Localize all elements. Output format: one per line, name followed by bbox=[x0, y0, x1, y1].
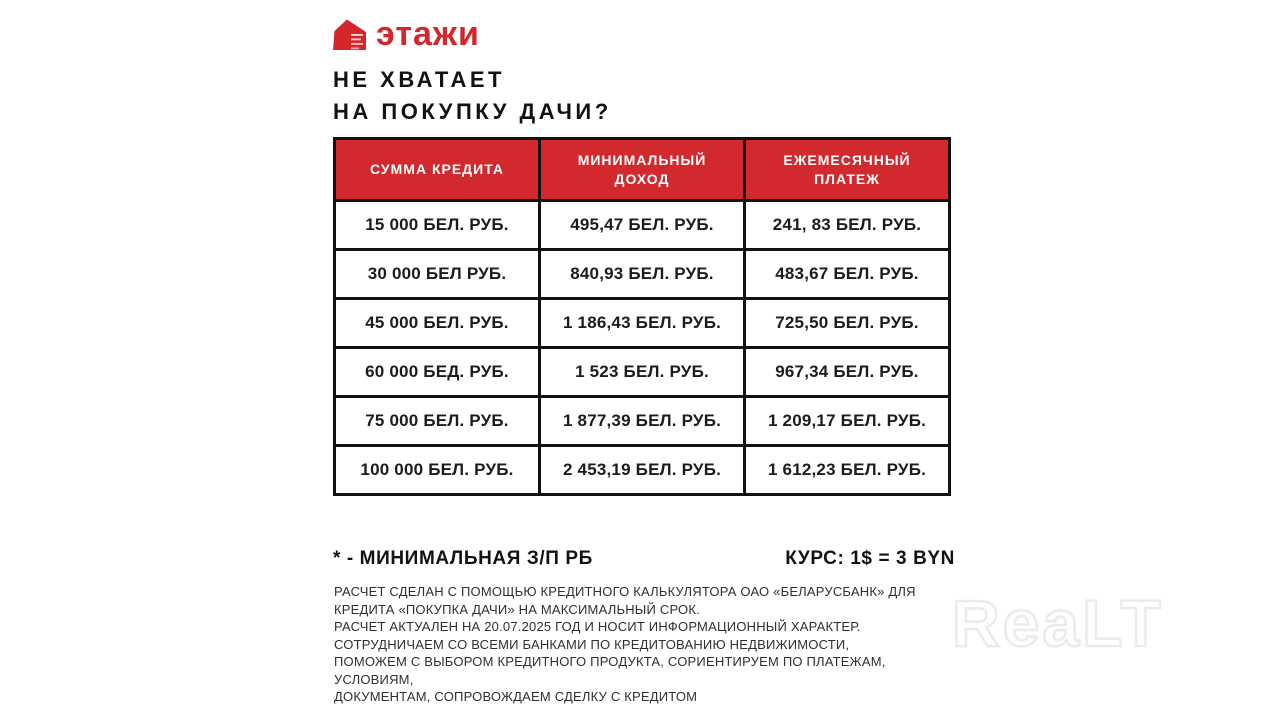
table-cell: 1 612,23 БЕЛ. РУБ. bbox=[745, 446, 950, 495]
table-cell: 60 000 БЕД. РУБ. bbox=[335, 348, 540, 397]
table-cell: 967,34 БЕЛ. РУБ. bbox=[745, 348, 950, 397]
page-title-line1: НЕ ХВАТАЕТ bbox=[333, 67, 505, 92]
disclaimer-line: РАСЧЕТ АКТУАЛЕН НА 20.07.2025 ГОД И НОСИТ ИНФОРМАЦИОННЫЙ ХАРАКТЕР. bbox=[334, 619, 861, 634]
footnote-exchange-rate: КУРС: 1$ = 3 BYN bbox=[785, 548, 955, 569]
realt-watermark: ReaLT bbox=[952, 586, 1164, 660]
disclaimer-line: РАСЧЕТ СДЕЛАН С ПОМОЩЬЮ КРЕДИТНОГО КАЛЬКУЛЯТОРА ОАО «БЕЛАРУСБАНК» ДЛЯ bbox=[334, 584, 916, 599]
credit-table bbox=[333, 137, 951, 496]
disclaimer-line: СОТРУДНИЧАЕМ СО ВСЕМИ БАНКАМИ ПО КРЕДИТОВАНИЮ НЕДВИЖИМОСТИ, bbox=[334, 636, 850, 652]
table-row bbox=[335, 446, 950, 495]
table-body bbox=[335, 201, 950, 495]
table-cell: 495,47 БЕЛ. РУБ. bbox=[540, 201, 745, 250]
table-cell: 241, 83 БЕЛ. РУБ. bbox=[745, 201, 950, 250]
house-icon bbox=[332, 18, 367, 51]
table-row bbox=[335, 397, 950, 446]
table-cell: 1 186,43 БЕЛ. РУБ. bbox=[540, 299, 745, 348]
table-cell: 483,67 БЕЛ. РУБ. bbox=[745, 250, 950, 299]
logo-text: этажи bbox=[376, 15, 480, 53]
footnote-row bbox=[333, 548, 955, 570]
table-cell: 30 000 БЕЛ РУБ. bbox=[335, 250, 540, 299]
logo bbox=[332, 17, 480, 51]
disclaimer-line: ДОКУМЕНТАМ, СОПРОВОЖДАЕМ СДЕЛКУ С КРЕДИТОМ bbox=[334, 689, 698, 704]
table-cell: 2 453,19 БЕЛ. РУБ. bbox=[540, 446, 745, 495]
disclaimer-line: ПОМОЖЕМ С ВЫБОРОМ КРЕДИТНОГО ПРОДУКТА, СОРИЕНТИРУЕМ ПО ПЛАТЕЖАМ, bbox=[334, 654, 886, 669]
table-row bbox=[335, 299, 950, 348]
table-cell: 725,50 БЕЛ. РУБ. bbox=[745, 299, 950, 348]
table-cell: 15 000 БЕЛ. РУБ. bbox=[335, 201, 540, 250]
table-header-row bbox=[335, 139, 950, 201]
table-header-cell: ЕЖЕМЕСЯЧНЫЙ ПЛАТЕЖ bbox=[745, 139, 950, 201]
page-title bbox=[333, 64, 612, 128]
table-cell: 75 000 БЕЛ. РУБ. bbox=[335, 397, 540, 446]
table-cell: 1 523 БЕЛ. РУБ. bbox=[540, 348, 745, 397]
table-row bbox=[335, 348, 950, 397]
footnote-minimal-salary: * - МИНИМАЛЬНАЯ З/П РБ bbox=[333, 548, 593, 569]
disclaimer-line: УСЛОВИЯМ, bbox=[334, 671, 414, 687]
table-header-cell: МИНИМАЛЬНЫЙ ДОХОД bbox=[540, 139, 745, 201]
table-cell: 1 209,17 БЕЛ. РУБ. bbox=[745, 397, 950, 446]
table-cell: 1 877,39 БЕЛ. РУБ. bbox=[540, 397, 745, 446]
table-cell: 100 000 БЕЛ. РУБ. bbox=[335, 446, 540, 495]
disclaimer-line: КРЕДИТА «ПОКУПКА ДАЧИ» НА МАКСИМАЛЬНЫЙ СРОК. bbox=[334, 601, 700, 617]
table-row bbox=[335, 201, 950, 250]
table-header-cell: СУММА КРЕДИТА bbox=[335, 139, 540, 201]
disclaimer bbox=[334, 583, 984, 706]
table-cell: 45 000 БЕЛ. РУБ. bbox=[335, 299, 540, 348]
page-title-line2: НА ПОКУПКУ ДАЧИ? bbox=[333, 99, 612, 124]
table-row bbox=[335, 250, 950, 299]
table-cell: 840,93 БЕЛ. РУБ. bbox=[540, 250, 745, 299]
